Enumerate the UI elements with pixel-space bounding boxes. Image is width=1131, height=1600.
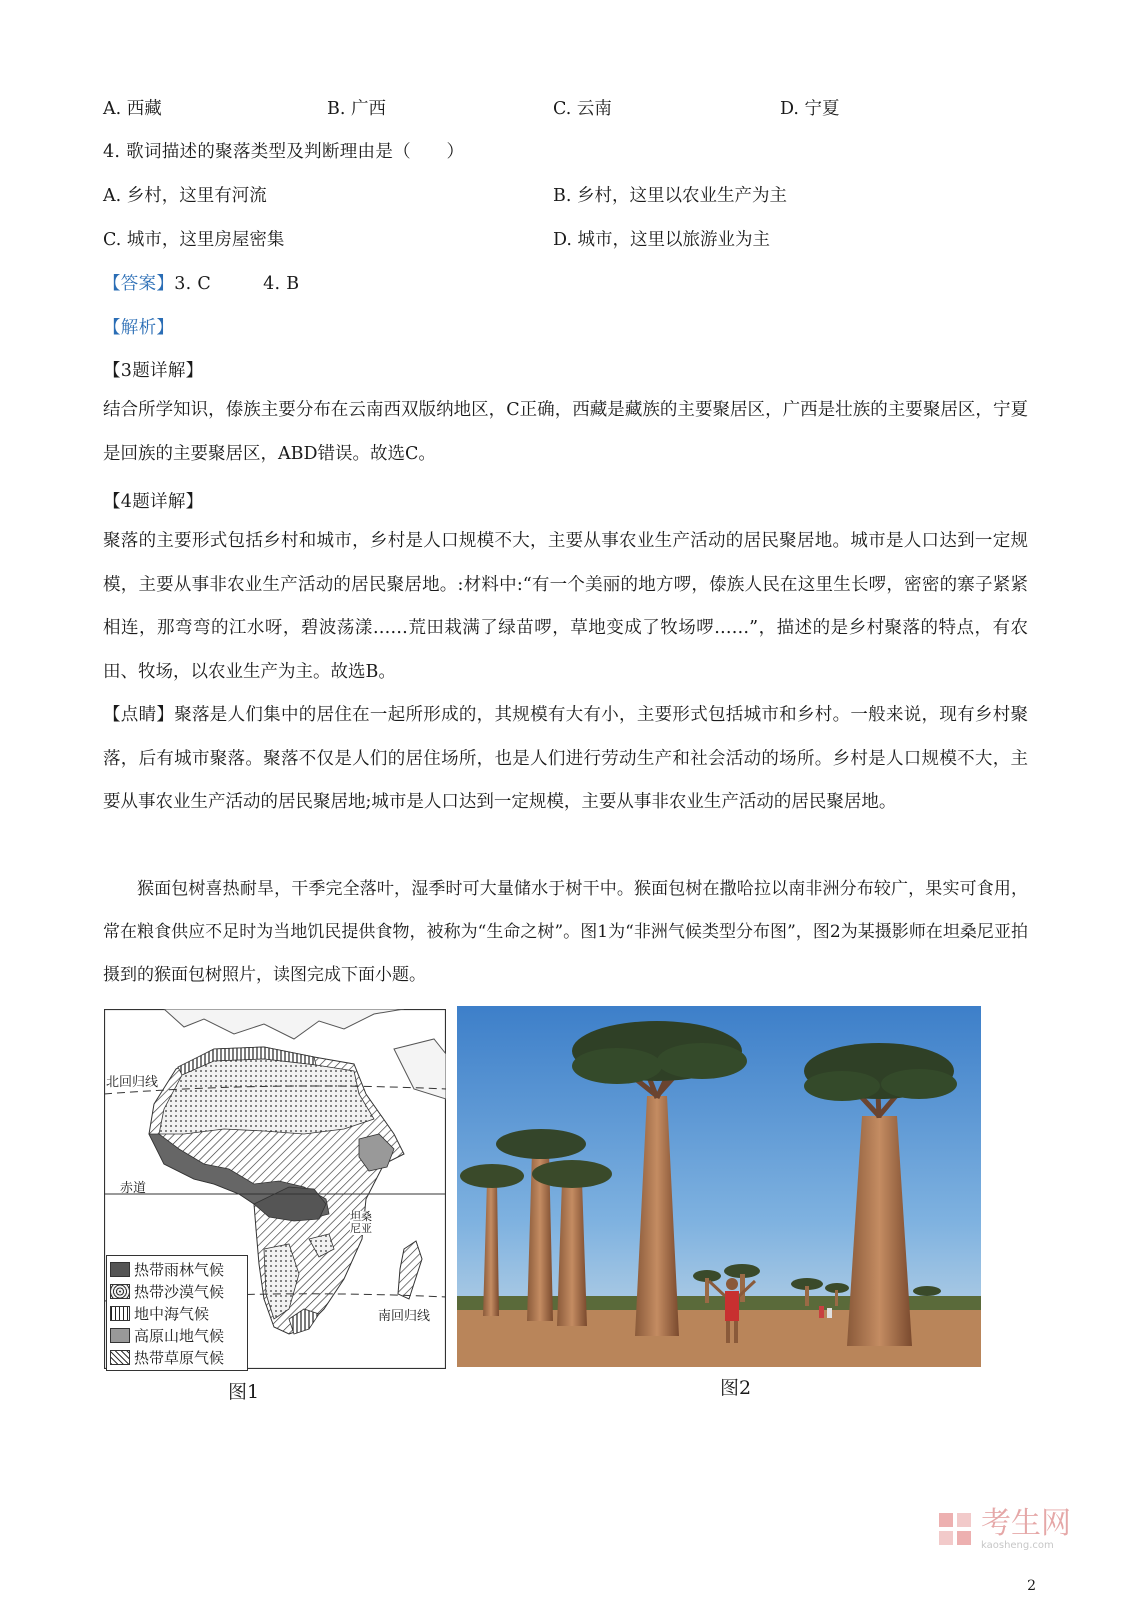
equator-label: 赤道	[120, 1181, 147, 1196]
figure-1-caption: 图1	[228, 1381, 260, 1403]
figure-2-baobab-photo	[457, 1006, 981, 1367]
baobab-photo-svg	[457, 1006, 981, 1367]
q3-option-b: B. 广西	[327, 99, 386, 119]
legend-item-rainforest: 热带雨林气候	[110, 1258, 244, 1280]
north-tropic-label: 北回归线	[106, 1071, 158, 1090]
watermark-name: 考生网	[981, 1506, 1071, 1541]
answer-tag: 【答案】	[103, 274, 175, 294]
desert-swatch	[110, 1284, 130, 1299]
south-tropic-label: 南回归线	[378, 1309, 431, 1324]
material-paragraph: 猴面包树喜热耐旱，干季完全落叶，湿季时可大量储水于树干中。猴面包树在撒哈拉以南非洲分布较广，果实可食用，常在粮食供应不足时为当地饥民提供食物，被称为“生命之树”。图1为“非洲气候类型分布图”，图2为某摄影师在坦桑尼亚拍摄到的猴面包树照片，读图完成下面小题。	[103, 879, 1028, 985]
dianjing-paragraph	[103, 694, 1028, 825]
q4-option-b: B. 乡村，这里以农业生产为主	[553, 186, 787, 206]
figure-2-caption: 图2	[720, 1377, 752, 1399]
tanzania-label: 坦桑尼亚	[350, 1211, 376, 1235]
dianjing-tag: 【点睛】	[103, 705, 175, 725]
legend-item-savanna: 热带草原气候	[110, 1346, 244, 1368]
savanna-swatch	[110, 1350, 130, 1365]
q3-option-c: C. 云南	[553, 99, 612, 119]
q4-option-c: C. 城市，这里房屋密集	[103, 230, 285, 250]
kaosheng-watermark	[935, 1508, 1071, 1551]
q4-detail-text: 聚落的主要形式包括乡村和城市，乡村是人口规模不大，主要从事农业生产活动的居民聚居地。城市是人口达到一定规模，主要从事非农业生产活动的居民聚居地。:材料中:“有一个美丽的地方啰，傣族人民在这里生长啰，密密的寨子紧紧相连，那弯弯的江水呀，碧波荡漾……荒田栽满了绿苗啰，草地变成了牧场啰……”，描述的是乡村聚落的特点，有农田、牧场，以农业生产为主。故选B。	[103, 531, 1028, 682]
mediterranean-swatch	[110, 1306, 130, 1321]
analysis-tag: 【解析】	[103, 318, 175, 338]
highland-swatch	[110, 1328, 130, 1343]
legend-item-highland: 高原山地气候	[110, 1324, 244, 1346]
answer-q3: 3. C	[174, 274, 212, 294]
q3-option-d: D. 宁夏	[780, 99, 840, 119]
q3-detail-text: 结合所学知识，傣族主要分布在云南西双版纳地区，C正确，西藏是藏族的主要聚居区，广西是壮族的主要聚居区，宁夏是回族的主要聚居区，ABD错误。故选C。	[103, 400, 1028, 464]
map-legend	[106, 1255, 248, 1371]
watermark-url: kaosheng.com	[981, 1540, 1054, 1551]
rainforest-swatch	[110, 1262, 130, 1277]
page-number: 2	[1027, 1578, 1036, 1594]
q4-option-a: A. 乡村，这里有河流	[103, 186, 267, 206]
figure-1-africa-climate-map	[104, 1009, 446, 1369]
q4-option-d: D. 城市，这里以旅游业为主	[553, 230, 771, 250]
q4-stem: 4. 歌词描述的聚落类型及判断理由是（ ）	[103, 142, 465, 162]
legend-item-desert: 热带沙漠气候	[110, 1280, 244, 1302]
q3-option-a: A. 西藏	[103, 99, 162, 119]
q3-detail-tag: 【3题详解】	[103, 361, 204, 381]
q4-detail-tag: 【4题详解】	[103, 492, 204, 512]
dianjing-text: 聚落是人们集中的居住在一起所形成的，其规模有大有小，主要形式包括城市和乡村。一般来说，现有乡村聚落，后有城市聚落。聚落不仅是人们的居住场所，也是人们进行劳动生产和社会活动的场所。乡村是人口规模不大，主要从事农业生产活动的居民聚居地;城市是人口达到一定规模，主要从事非农业生产活动的居民聚居地。	[103, 705, 1029, 812]
answer-q4: 4. B	[263, 274, 300, 294]
legend-item-mediterranean: 地中海气候	[110, 1302, 244, 1324]
kaosheng-logo-icon	[935, 1509, 977, 1551]
answer-line	[103, 270, 299, 295]
